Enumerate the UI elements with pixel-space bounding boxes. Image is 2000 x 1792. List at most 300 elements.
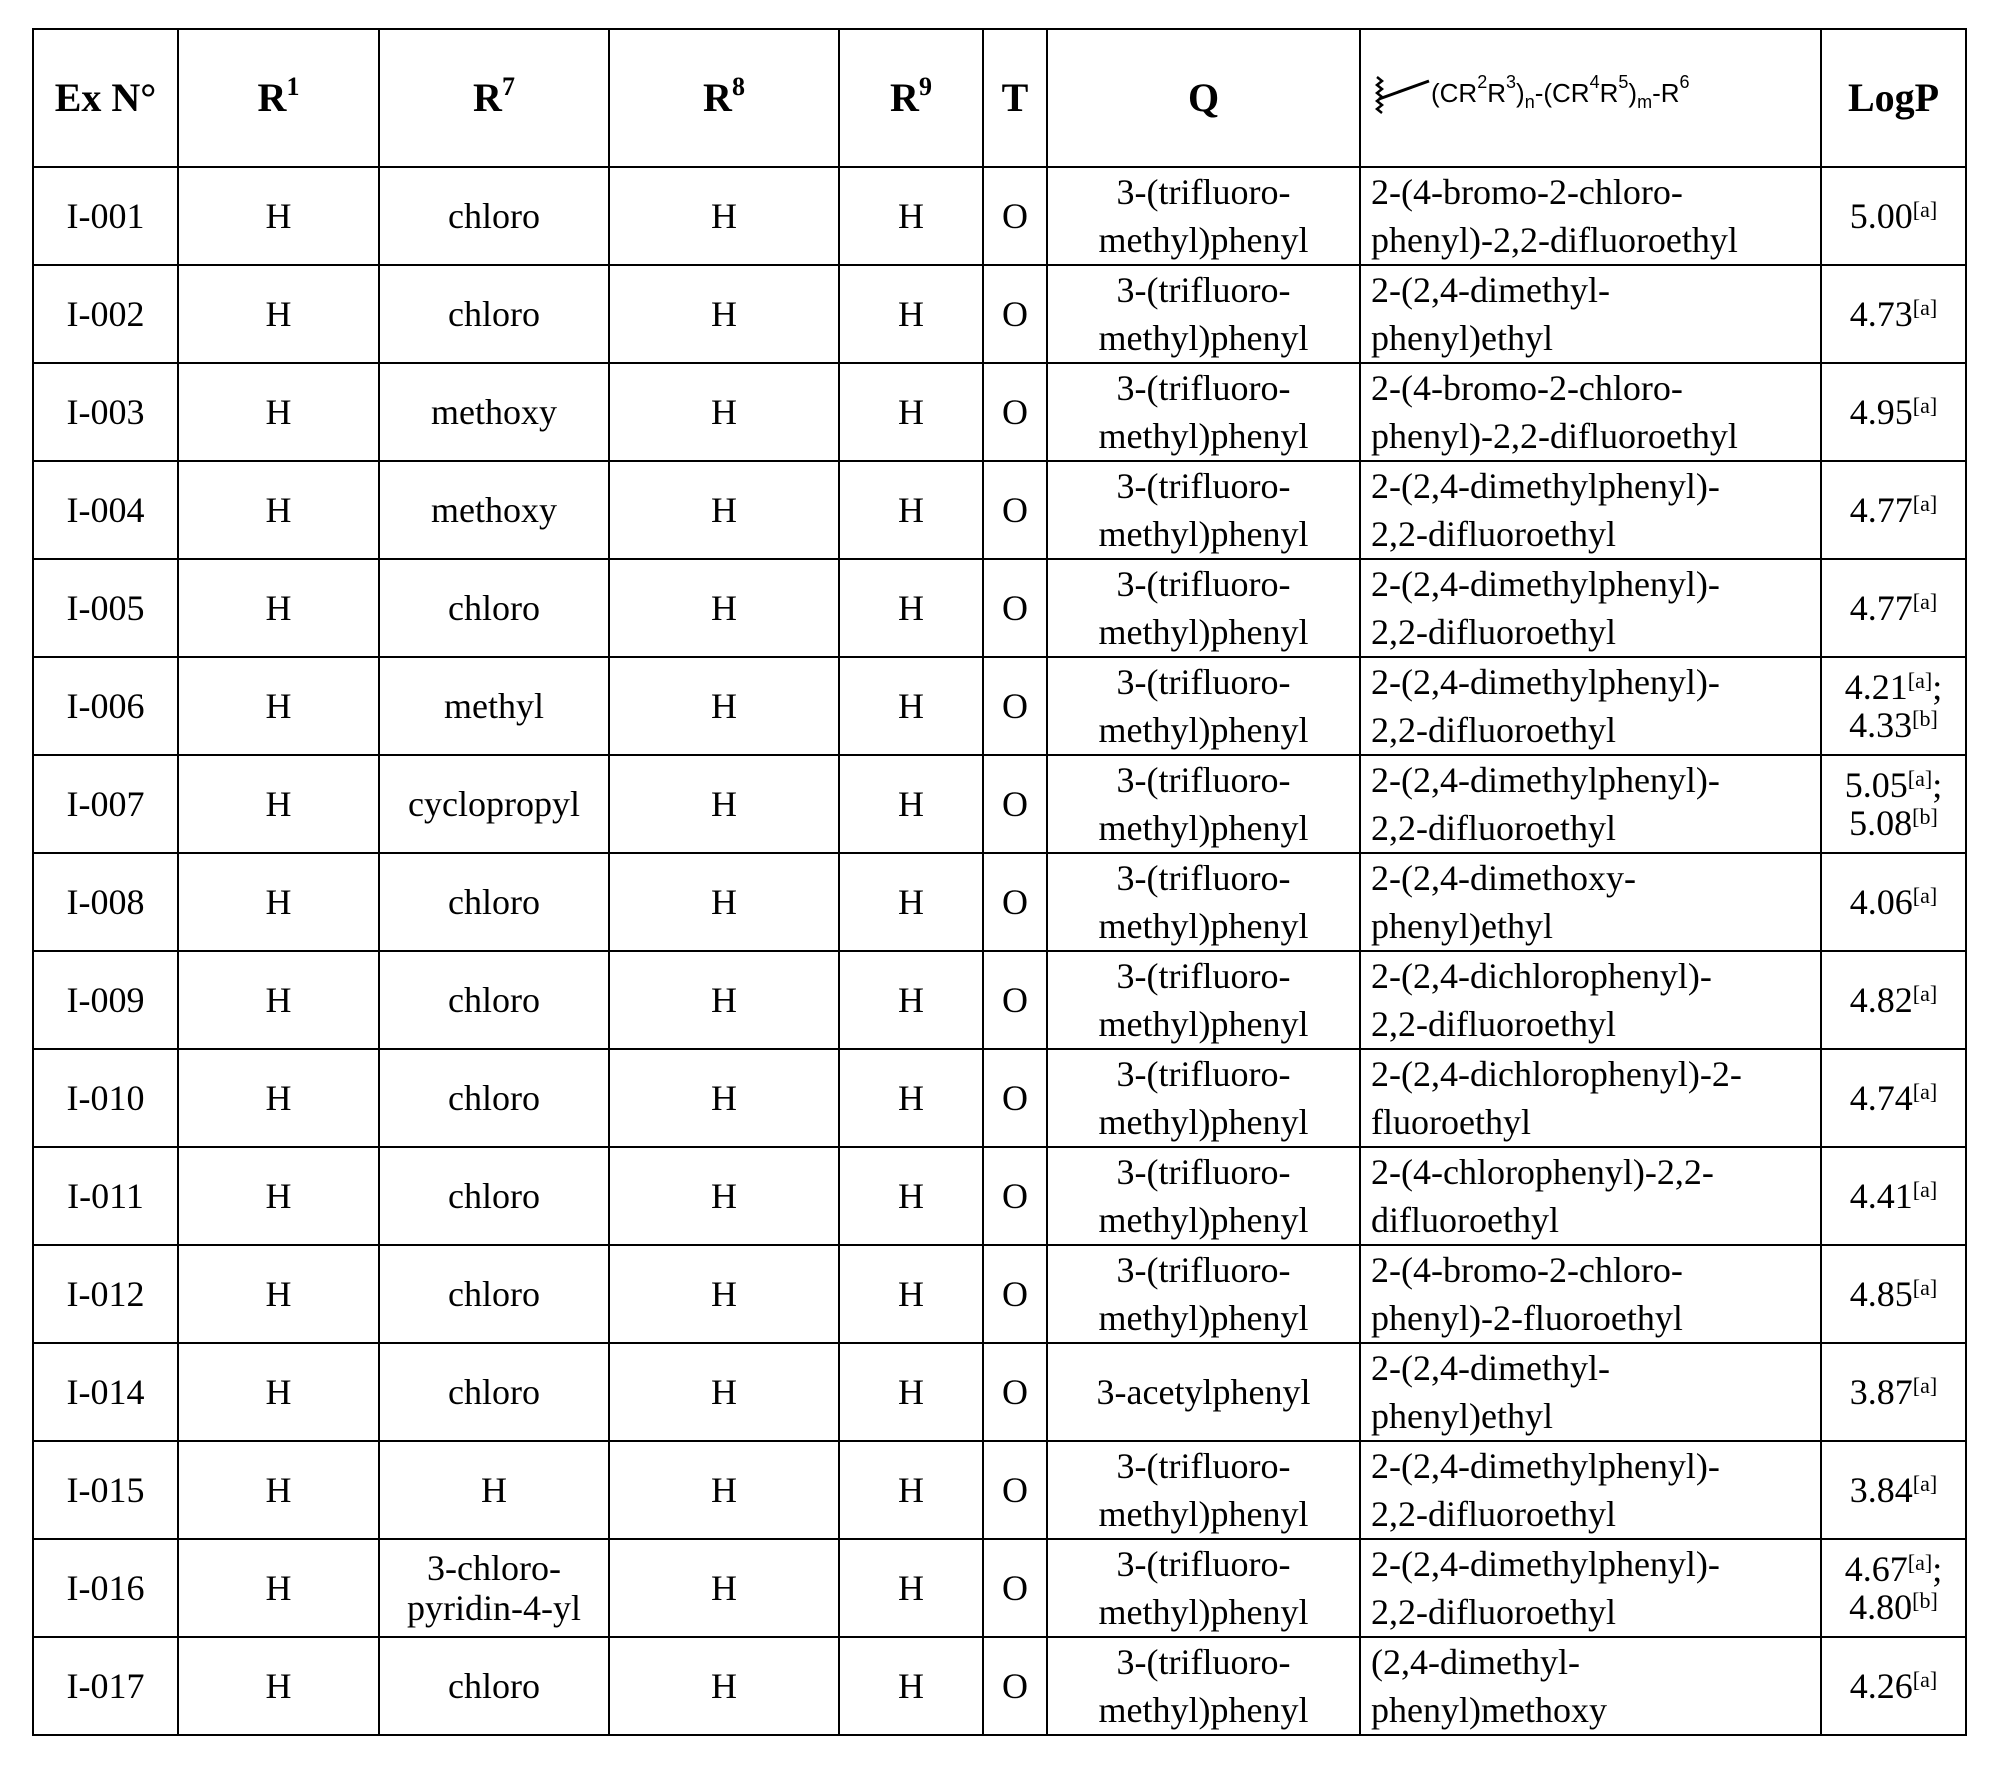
cell-q [1047,755,1360,853]
formula-sub: n [1525,93,1535,113]
cell-r1: H [178,1245,379,1343]
cell-logp [1821,363,1966,461]
logp-value: 4.74 [1850,1078,1913,1118]
cell-t: O [983,1343,1047,1441]
cell-substituent [1360,1049,1821,1147]
logp-reference: [b] [1912,706,1938,731]
cell-logp [1821,755,1966,853]
table-row [33,853,1966,951]
logp-value: 5.05 [1845,765,1908,805]
cell-t: O [983,853,1047,951]
cell-q [1047,853,1360,951]
logp-value: 4.06 [1850,882,1913,922]
table-row [33,1637,1966,1735]
cell-q [1047,657,1360,755]
cell-r1: H [178,1539,379,1637]
cell-logp [1821,951,1966,1049]
cell-r7 [379,853,609,951]
cell-r7 [379,461,609,559]
cell-r1: H [178,363,379,461]
q-line: 3-(trifluoro- [1117,466,1291,506]
cell-t: O [983,1147,1047,1245]
cell-t: O [983,363,1047,461]
header-ex-no: Ex N° [33,29,178,167]
q-line: methyl)phenyl [1099,1102,1309,1142]
table-row [33,1343,1966,1441]
substituent-line: 2-(2,4-dichlorophenyl)- [1371,956,1712,996]
q-line: methyl)phenyl [1099,710,1309,750]
cell-q [1047,951,1360,1049]
cell-ex-no: I-012 [33,1245,178,1343]
logp-value: 3.84 [1850,1470,1913,1510]
q-line: methyl)phenyl [1099,612,1309,652]
wavy-bond-icon [1367,71,1431,121]
q-line: methyl)phenyl [1099,906,1309,946]
cell-r8: H [609,363,839,461]
table-row [33,1049,1966,1147]
cell-r8: H [609,461,839,559]
logp-reference: [a] [1908,668,1932,693]
substituent-line: 2,2-difluoroethyl [1371,1494,1616,1534]
q-line: 3-(trifluoro- [1117,662,1291,702]
cell-t: O [983,755,1047,853]
cell-r7 [379,1637,609,1735]
table-row [33,755,1966,853]
formula-part: R [1487,78,1506,108]
cell-logp [1821,559,1966,657]
substituent-line: 2,2-difluoroethyl [1371,808,1616,848]
logp-reference: [a] [1913,393,1937,418]
cell-ex-no: I-001 [33,167,178,265]
cell-logp [1821,1049,1966,1147]
table-row [33,1147,1966,1245]
substituent-line: 2-(4-bromo-2-chloro- [1371,1250,1683,1290]
cell-ex-no: I-010 [33,1049,178,1147]
cell-r8: H [609,1343,839,1441]
r7-line: 3-chloro- [427,1548,561,1588]
substituent-line: 2,2-difluoroethyl [1371,1004,1616,1044]
formula-sup: 2 [1477,72,1487,92]
r7-line: methoxy [431,490,557,530]
substituent-line: 2,2-difluoroethyl [1371,710,1616,750]
formula-part: ) [1628,78,1637,108]
cell-q [1047,363,1360,461]
header-q: Q [1047,29,1360,167]
r7-line: chloro [448,294,540,334]
header-substituent-formula [1360,29,1821,167]
header-r1-sup: 1 [286,72,299,101]
cell-r7 [379,1441,609,1539]
substituent-line: 2-(4-chlorophenyl)-2,2- [1371,1152,1714,1192]
logp-value: 4.73 [1850,294,1913,334]
header-r1-base: R [258,75,287,120]
cell-ex-no: I-006 [33,657,178,755]
q-line: methyl)phenyl [1099,808,1309,848]
r7-line: H [481,1470,507,1510]
cell-r1: H [178,167,379,265]
substituent-line: phenyl)ethyl [1371,318,1553,358]
header-r7 [379,29,609,167]
formula-part: (CR [1431,78,1477,108]
r7-line: chloro [448,196,540,236]
q-line: methyl)phenyl [1099,1200,1309,1240]
cell-q [1047,167,1360,265]
cell-r7 [379,1245,609,1343]
cell-r8: H [609,167,839,265]
substituent-line: 2-(2,4-dichlorophenyl)-2- [1371,1054,1742,1094]
cell-r1: H [178,559,379,657]
q-line: methyl)phenyl [1099,220,1309,260]
table-row [33,363,1966,461]
substituent-line: 2,2-difluoroethyl [1371,1592,1616,1632]
substituent-line: 2-(2,4-dimethylphenyl)- [1371,1446,1720,1486]
q-line: methyl)phenyl [1099,1004,1309,1044]
table-row [33,461,1966,559]
cell-r8: H [609,1441,839,1539]
r7-line: chloro [448,1176,540,1216]
cell-substituent [1360,1147,1821,1245]
cell-r8: H [609,1049,839,1147]
cell-r9: H [839,559,983,657]
cell-r9: H [839,1049,983,1147]
logp-reference: [a] [1913,981,1937,1006]
substituent-line: 2-(2,4-dimethyl- [1371,1348,1610,1388]
table-row [33,1245,1966,1343]
substituent-line: 2-(4-bromo-2-chloro- [1371,172,1683,212]
table-row [33,1441,1966,1539]
header-r7-base: R [473,75,502,120]
cell-r8: H [609,853,839,951]
logp-separator: ; [1932,667,1942,707]
table-body [33,167,1966,1735]
r7-line: chloro [448,1666,540,1706]
logp-reference: [a] [1913,883,1937,908]
logp-value: 5.08 [1849,803,1912,843]
table-row [33,167,1966,265]
cell-logp [1821,1343,1966,1441]
cell-substituent [1360,1245,1821,1343]
formula-part: ) [1516,78,1525,108]
formula-sub: m [1637,93,1652,113]
cell-r7 [379,265,609,363]
logp-separator: ; [1932,1549,1942,1589]
substituent-line: 2-(2,4-dimethylphenyl)- [1371,760,1720,800]
q-line: methyl)phenyl [1099,514,1309,554]
logp-reference: [a] [1913,1275,1937,1300]
substituent-line: phenyl)methoxy [1371,1690,1607,1730]
q-line: 3-(trifluoro- [1117,368,1291,408]
cell-r8: H [609,1147,839,1245]
cell-ex-no: I-003 [33,363,178,461]
cell-logp [1821,1637,1966,1735]
logp-value: 4.21 [1845,667,1908,707]
q-line: 3-(trifluoro- [1117,956,1291,996]
substituent-line: 2-(4-bromo-2-chloro- [1371,368,1683,408]
logp-reference: [a] [1913,1373,1937,1398]
cell-q [1047,1441,1360,1539]
table-row [33,1539,1966,1637]
cell-r8: H [609,265,839,363]
cell-r7 [379,951,609,1049]
header-r9 [839,29,983,167]
logp-value: 4.80 [1849,1587,1912,1627]
cell-r8: H [609,951,839,1049]
cell-r1: H [178,1147,379,1245]
substituent-line: phenyl)-2,2-difluoroethyl [1371,220,1738,260]
cell-r7 [379,363,609,461]
header-r9-base: R [890,75,919,120]
cell-substituent [1360,1539,1821,1637]
cell-substituent [1360,1441,1821,1539]
cell-substituent [1360,853,1821,951]
q-line: 3-(trifluoro- [1117,760,1291,800]
cell-t: O [983,461,1047,559]
cell-t: O [983,265,1047,363]
q-line: 3-(trifluoro- [1117,858,1291,898]
cell-r9: H [839,1441,983,1539]
cell-r8: H [609,657,839,755]
cell-logp [1821,1539,1966,1637]
substituent-line: 2-(2,4-dimethylphenyl)- [1371,466,1720,506]
logp-value: 4.77 [1850,490,1913,530]
compound-table [32,28,1967,1736]
cell-substituent [1360,559,1821,657]
cell-t: O [983,1245,1047,1343]
q-line: methyl)phenyl [1099,1592,1309,1632]
cell-logp [1821,461,1966,559]
cell-t: O [983,951,1047,1049]
q-line: 3-(trifluoro- [1117,564,1291,604]
logp-value: 4.82 [1850,980,1913,1020]
cell-r9: H [839,167,983,265]
cell-ex-no: I-014 [33,1343,178,1441]
cell-r8: H [609,755,839,853]
substituent-line: phenyl)ethyl [1371,906,1553,946]
cell-q [1047,1147,1360,1245]
table-row [33,265,1966,363]
cell-substituent [1360,363,1821,461]
cell-ex-no: I-016 [33,1539,178,1637]
logp-value: 4.77 [1850,588,1913,628]
cell-r7 [379,755,609,853]
q-line: 3-(trifluoro- [1117,1250,1291,1290]
r7-line: chloro [448,588,540,628]
header-t: T [983,29,1047,167]
header-logp: LogP [1821,29,1966,167]
q-line: methyl)phenyl [1099,416,1309,456]
cell-r9: H [839,951,983,1049]
cell-r9: H [839,1539,983,1637]
cell-t: O [983,1637,1047,1735]
cell-r9: H [839,265,983,363]
substituent-line: 2-(2,4-dimethylphenyl)- [1371,662,1720,702]
header-r8-base: R [703,75,732,120]
cell-r9: H [839,1147,983,1245]
logp-value: 4.33 [1849,705,1912,745]
r7-line: chloro [448,980,540,1020]
r7-line: methoxy [431,392,557,432]
cell-t: O [983,559,1047,657]
cell-substituent [1360,1343,1821,1441]
substituent-line: phenyl)-2-fluoroethyl [1371,1298,1683,1338]
cell-r7 [379,1147,609,1245]
cell-r9: H [839,755,983,853]
cell-r1: H [178,1441,379,1539]
cell-ex-no: I-002 [33,265,178,363]
cell-q [1047,559,1360,657]
cell-t: O [983,657,1047,755]
cell-r9: H [839,657,983,755]
cell-r7 [379,1049,609,1147]
cell-q [1047,1245,1360,1343]
table-row [33,657,1966,755]
cell-q [1047,1049,1360,1147]
cell-r8: H [609,1539,839,1637]
r7-line: cyclopropyl [408,784,580,824]
formula-sup: 6 [1680,72,1690,92]
q-line: 3-(trifluoro- [1117,1054,1291,1094]
cell-t: O [983,1049,1047,1147]
cell-substituent [1360,265,1821,363]
cell-ex-no: I-011 [33,1147,178,1245]
cell-r9: H [839,363,983,461]
r7-line: chloro [448,1078,540,1118]
cell-logp [1821,1245,1966,1343]
cell-r9: H [839,853,983,951]
logp-reference: [b] [1912,1588,1938,1613]
cell-logp [1821,167,1966,265]
logp-reference: [a] [1908,1550,1932,1575]
logp-reference: [a] [1913,491,1937,516]
q-line: 3-(trifluoro- [1117,172,1291,212]
logp-reference: [a] [1913,1177,1937,1202]
cell-ex-no: I-004 [33,461,178,559]
cell-ex-no: I-015 [33,1441,178,1539]
cell-substituent [1360,951,1821,1049]
q-line: 3-(trifluoro- [1117,1642,1291,1682]
cell-r8: H [609,559,839,657]
cell-q [1047,1539,1360,1637]
formula-part: -R [1652,78,1679,108]
cell-r7 [379,1343,609,1441]
cell-r1: H [178,1343,379,1441]
cell-substituent [1360,657,1821,755]
r7-line: methyl [444,686,544,726]
logp-value: 4.41 [1850,1176,1913,1216]
cell-ex-no: I-017 [33,1637,178,1735]
cell-r1: H [178,755,379,853]
r7-line: chloro [448,882,540,922]
substituent-line: (2,4-dimethyl- [1371,1642,1580,1682]
logp-value: 3.87 [1850,1372,1913,1412]
cell-t: O [983,1539,1047,1637]
logp-reference: [a] [1913,295,1937,320]
substituent-line: 2-(2,4-dimethylphenyl)- [1371,564,1720,604]
cell-r7 [379,1539,609,1637]
header-r8-sup: 8 [732,72,745,101]
cell-logp [1821,1147,1966,1245]
logp-value: 4.95 [1850,392,1913,432]
logp-reference: [a] [1913,1667,1937,1692]
formula-part: -(CR [1535,78,1590,108]
cell-r9: H [839,461,983,559]
cell-r1: H [178,461,379,559]
cell-r9: H [839,1245,983,1343]
q-line: 3-acetylphenyl [1097,1372,1311,1412]
cell-logp [1821,265,1966,363]
cell-r8: H [609,1245,839,1343]
formula-sup: 5 [1618,72,1628,92]
table-row [33,951,1966,1049]
logp-reference: [a] [1913,197,1937,222]
cell-logp [1821,1441,1966,1539]
q-line: methyl)phenyl [1099,1494,1309,1534]
logp-reference: [a] [1913,1079,1937,1104]
cell-r1: H [178,951,379,1049]
formula-part: R [1600,78,1619,108]
r7-line: pyridin-4-yl [407,1588,581,1628]
q-line: methyl)phenyl [1099,1298,1309,1338]
cell-ex-no: I-005 [33,559,178,657]
cell-r9: H [839,1343,983,1441]
logp-reference: [a] [1913,1471,1937,1496]
cell-r7 [379,559,609,657]
cell-r1: H [178,1637,379,1735]
cell-r9: H [839,1637,983,1735]
logp-reference: [a] [1908,766,1932,791]
logp-value: 4.85 [1850,1274,1913,1314]
cell-q [1047,1637,1360,1735]
cell-r1: H [178,853,379,951]
cell-q [1047,1343,1360,1441]
substituent-line: 2-(2,4-dimethoxy- [1371,858,1636,898]
cell-r1: H [178,657,379,755]
cell-r7 [379,167,609,265]
cell-logp [1821,853,1966,951]
cell-r7 [379,657,609,755]
q-line: 3-(trifluoro- [1117,1544,1291,1584]
header-row [33,29,1966,167]
logp-separator: ; [1932,765,1942,805]
cell-r8: H [609,1637,839,1735]
substituent-line: 2,2-difluoroethyl [1371,514,1616,554]
q-line: methyl)phenyl [1099,1690,1309,1730]
q-line: 3-(trifluoro- [1117,270,1291,310]
substituent-line: phenyl)ethyl [1371,1396,1553,1436]
cell-q [1047,265,1360,363]
header-r7-sup: 7 [502,72,515,101]
substituent-line: 2,2-difluoroethyl [1371,612,1616,652]
table-row [33,559,1966,657]
logp-reference: [a] [1913,589,1937,614]
substituent-line: 2-(2,4-dimethyl- [1371,270,1610,310]
cell-t: O [983,1441,1047,1539]
logp-value: 4.26 [1850,1666,1913,1706]
cell-substituent [1360,461,1821,559]
cell-t: O [983,167,1047,265]
header-r8 [609,29,839,167]
q-line: methyl)phenyl [1099,318,1309,358]
r7-line: chloro [448,1372,540,1412]
q-line: 3-(trifluoro- [1117,1446,1291,1486]
cell-logp [1821,657,1966,755]
substituent-line: fluoroethyl [1371,1102,1531,1142]
formula-sup: 3 [1506,72,1516,92]
cell-substituent [1360,167,1821,265]
header-r9-sup: 9 [919,72,932,101]
substituent-line: 2-(2,4-dimethylphenyl)- [1371,1544,1720,1584]
r7-line: chloro [448,1274,540,1314]
